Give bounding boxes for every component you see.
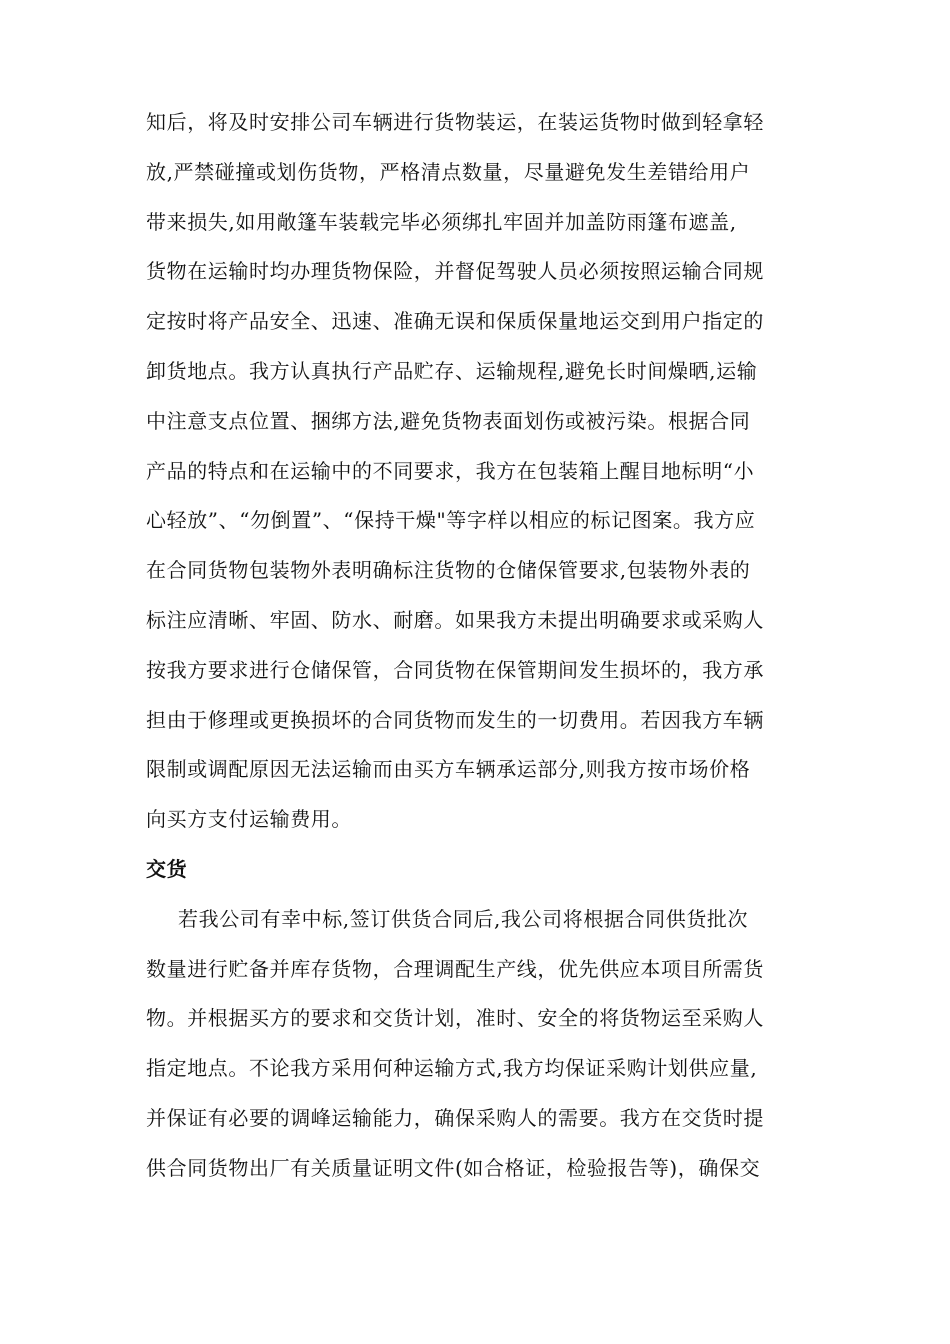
paragraph-line: 定按时将产品安全、迅速、准确无误和保质保量地运交到用户指定的 xyxy=(146,309,764,334)
section-heading: 交货 xyxy=(146,856,188,881)
paragraph-line: 货物在运输时均办理货物保险，并督促驾驶人员必须按照运输合同规 xyxy=(146,259,764,284)
paragraph-line: 在合同货物包装物外表明确标注货物的仓储保管要求,包装物外表的 xyxy=(146,558,751,583)
paragraph-line: 按我方要求进行仓储保管，合同货物在保管期间发生损坏的，我方承 xyxy=(146,657,764,682)
paragraph-line: 供合同货物出厂有关质量证明文件(如合格证，检验报告等)，确保交 xyxy=(146,1155,761,1180)
paragraph-line: 心轻放”、“勿倒置”、“保持干燥"等字样以相应的标记图案。我方应 xyxy=(146,508,756,533)
paragraph-line: 物。并根据买方的要求和交货计划，准时、安全的将货物运至采购人 xyxy=(146,1006,764,1031)
paragraph-line: 卸货地点。我方认真执行产品贮存、运输规程,避免长时间燥晒,运输 xyxy=(146,358,758,383)
paragraph-line: 指定地点。不论我方采用何种运输方式,我方均保证采购计划供应量, xyxy=(146,1056,758,1081)
paragraph-line: 向买方支付运输费用。 xyxy=(146,807,352,832)
paragraph-line: 标注应清晰、牢固、防水、耐磨。如果我方未提出明确要求或采购人 xyxy=(146,607,764,632)
document-body xyxy=(146,98,826,1194)
paragraph-line: 知后，将及时安排公司车辆进行货物装运，在装运货物时做到轻拿轻 xyxy=(146,110,764,134)
paragraph-line: 中注意支点位置、捆绑方法,避免货物表面划伤或被污染。根据合同 xyxy=(146,408,751,433)
paragraph-line: 并保证有必要的调峰运输能力，确保采购人的需要。我方在交货时提 xyxy=(146,1105,764,1130)
paragraph-line: 若我公司有幸中标,签订供货合同后,我公司将根据合同供货批次 xyxy=(178,906,749,931)
delivery-paragraph xyxy=(146,895,826,1194)
paragraph-line: 限制或调配原因无法运输而由买方车辆承运部分,则我方按市场价格 xyxy=(146,757,751,782)
paragraph-line: 产品的特点和在运输中的不同要求，我方在包装箱上醒目地标明“小 xyxy=(146,458,755,483)
transport-paragraph xyxy=(146,98,826,845)
paragraph-line: 担由于修理或更换损坏的合同货物而发生的一切费用。若因我方车辆 xyxy=(146,707,764,732)
paragraph-line: 带来损失,如用敞篷车装载完毕必须绑扎牢固并加盖防雨篷布遮盖, xyxy=(146,209,737,234)
paragraph-line: 放,严禁碰撞或划伤货物，严格清点数量，尽量避免发生差错给用户 xyxy=(146,159,751,184)
paragraph-line: 数量进行贮备并库存货物，合理调配生产线，优先供应本项目所需货 xyxy=(146,956,764,981)
